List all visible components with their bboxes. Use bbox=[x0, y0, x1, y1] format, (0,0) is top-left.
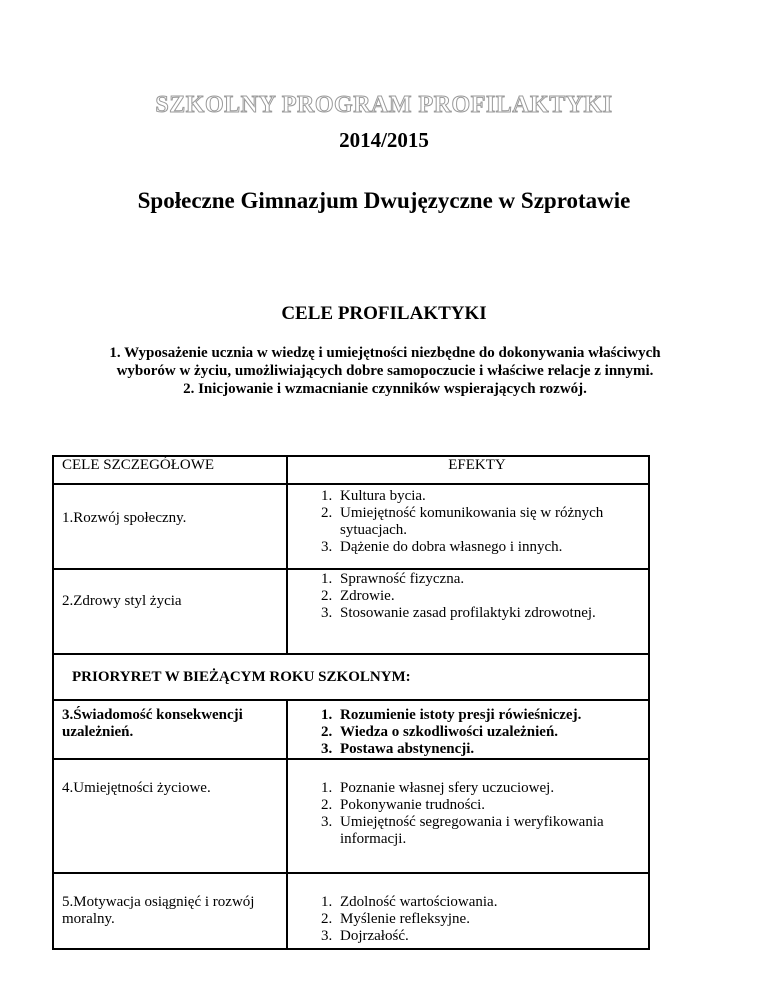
list-item: 3. Postawa abstynencji. bbox=[336, 741, 648, 758]
list-item: 3. Umiejętność segregowania i weryfikowania informacji. bbox=[336, 814, 648, 848]
table-row bbox=[53, 759, 649, 873]
effects-cell bbox=[287, 759, 649, 873]
column-header-effects: EFEKTY bbox=[287, 456, 649, 484]
effects-cell bbox=[287, 873, 649, 949]
list-item: 2. Pokonywanie trudności. bbox=[336, 797, 648, 814]
list-item: 1. Zdolność wartościowania. bbox=[336, 894, 648, 911]
list-item: 1. Rozumienie istoty presji rówieśniczej. bbox=[336, 707, 648, 724]
effects-cell bbox=[287, 569, 649, 654]
school-year: 2014/2015 bbox=[339, 128, 429, 152]
table-row bbox=[53, 700, 649, 759]
effects-list bbox=[306, 488, 648, 556]
school-name: Społeczne Gimnazjum Dwujęzyczne w Szprotawie bbox=[137, 188, 631, 213]
list-item: 2. Zdrowie. bbox=[336, 588, 648, 605]
effects-list bbox=[306, 571, 648, 622]
list-item: 1. Poznanie własnej sfery uczuciowej. bbox=[336, 780, 648, 797]
effects-list bbox=[306, 707, 648, 758]
list-item: 2. Myślenie refleksyjne. bbox=[336, 911, 648, 928]
goal-cell: 1.Rozwój społeczny. bbox=[53, 484, 287, 569]
goals-heading: CELE PROFILAKTYKI bbox=[281, 303, 487, 324]
list-item: 3. Dążenie do dobra własnego i innych. bbox=[336, 539, 648, 556]
goal-cell: 5.Motywacja osiągnięć i rozwój moralny. bbox=[53, 873, 287, 949]
table-header-row bbox=[53, 456, 649, 484]
goal-cell: 3.Świadomość konsekwencji uzależnień. bbox=[53, 700, 287, 759]
goal-item-1: 1. Wyposażenie ucznia w wiedzę i umiejętności niezbędne do dokonywania właściwych wyborów w życiu, umożliwiających dobre samopoczucie i właściwe relacje z innymi. bbox=[109, 345, 661, 379]
goals-table bbox=[52, 455, 650, 950]
program-title: SZKOLNY PROGRAM PROFILAKTYKI bbox=[155, 92, 613, 118]
goal-cell: 2.Zdrowy styl życia bbox=[53, 569, 287, 654]
effects-list bbox=[306, 780, 648, 848]
table-row bbox=[53, 873, 649, 949]
list-item: 1. Sprawność fizyczna. bbox=[336, 571, 648, 588]
list-item: 3. Stosowanie zasad profilaktyki zdrowotnej. bbox=[336, 605, 648, 622]
goal-item-2: 2. Inicjowanie i wzmacnianie czynników wspierających rozwój. bbox=[183, 381, 587, 397]
effects-cell bbox=[287, 700, 649, 759]
table-row bbox=[53, 569, 649, 654]
goal-cell: 4.Umiejętności życiowe. bbox=[53, 759, 287, 873]
table-row bbox=[53, 484, 649, 569]
list-item: 2. Umiejętność komunikowania się w różnych sytuacjach. bbox=[336, 505, 648, 539]
goals-list bbox=[80, 344, 690, 398]
list-item: 2. Wiedza o szkodliwości uzależnień. bbox=[336, 724, 648, 741]
column-header-goals: CELE SZCZEGÓŁOWE bbox=[53, 456, 287, 484]
priority-row bbox=[53, 654, 649, 700]
list-item: 3. Dojrzałość. bbox=[336, 928, 648, 945]
priority-label: PRIORYRET W BIEŻĄCYM ROKU SZKOLNYM: bbox=[53, 654, 649, 700]
list-item: 1. Kultura bycia. bbox=[336, 488, 648, 505]
effects-list bbox=[306, 894, 648, 945]
effects-cell bbox=[287, 484, 649, 569]
